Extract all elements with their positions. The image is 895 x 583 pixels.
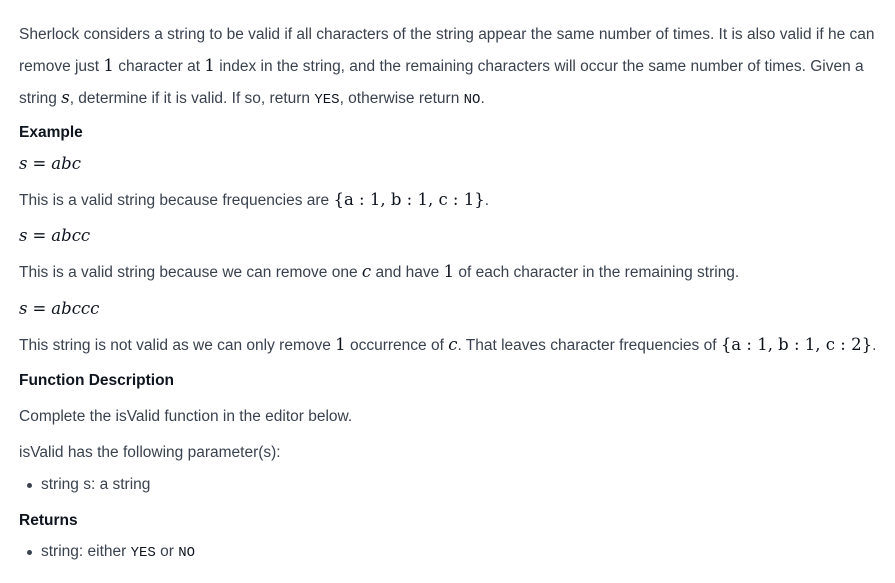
example-2-equation: s = abcc: [19, 226, 91, 245]
example-1-equation: s = abc: [19, 154, 81, 173]
example-2-explanation: This is a valid string because we can remove one c and have 1 of each character in the remaining string.: [19, 262, 740, 281]
math-number: 1: [103, 56, 114, 75]
list-item: string s: a string: [19, 474, 875, 496]
example-1-explanation: This is a valid string because frequencies are {a : 1, b : 1, c : 1}.: [19, 190, 490, 209]
example-3-explanation: This string is not valid as we can only remove 1 occurrence of c. That leaves character frequencies of {a : 1, b : 1, c : 2}.: [19, 335, 877, 354]
intro-text: index in the string, and the remaining characters will occur the same number of times. Given a string: [19, 58, 864, 107]
function-description-line: Complete the isValid function in the editor below.: [19, 408, 353, 425]
parameters-intro: isValid has the following parameter(s):: [19, 444, 281, 461]
example-heading: Example: [19, 124, 83, 141]
intro-text: .: [480, 90, 485, 107]
code-no: NO: [178, 545, 196, 561]
intro-text: , otherwise return: [339, 90, 464, 107]
math-variable: s: [61, 88, 70, 107]
example-3-equation: s = abccc: [19, 299, 100, 318]
intro-text: Sherlock considers a string to be valid if all characters of the string appear the same number of times. It is also valid if he can remove just: [19, 26, 875, 75]
code-yes: YES: [130, 545, 156, 561]
list-item: string: either YES or NO: [19, 541, 875, 564]
math-number: 1: [204, 56, 215, 75]
intro-paragraph: [19, 19, 875, 116]
returns-heading: Returns: [19, 512, 78, 529]
returns-list: [19, 541, 875, 564]
code-yes: YES: [314, 92, 340, 108]
function-description-heading: Function Description: [19, 372, 174, 389]
code-no: NO: [463, 92, 481, 108]
frequency-set: {a : 1, b : 1, c : 2}: [720, 335, 873, 354]
intro-text: , determine if it is valid. If so, return: [69, 90, 315, 107]
intro-text: character at: [113, 58, 205, 75]
parameter-list: [19, 474, 875, 496]
frequency-set: {a : 1, b : 1, c : 1}: [333, 190, 485, 209]
